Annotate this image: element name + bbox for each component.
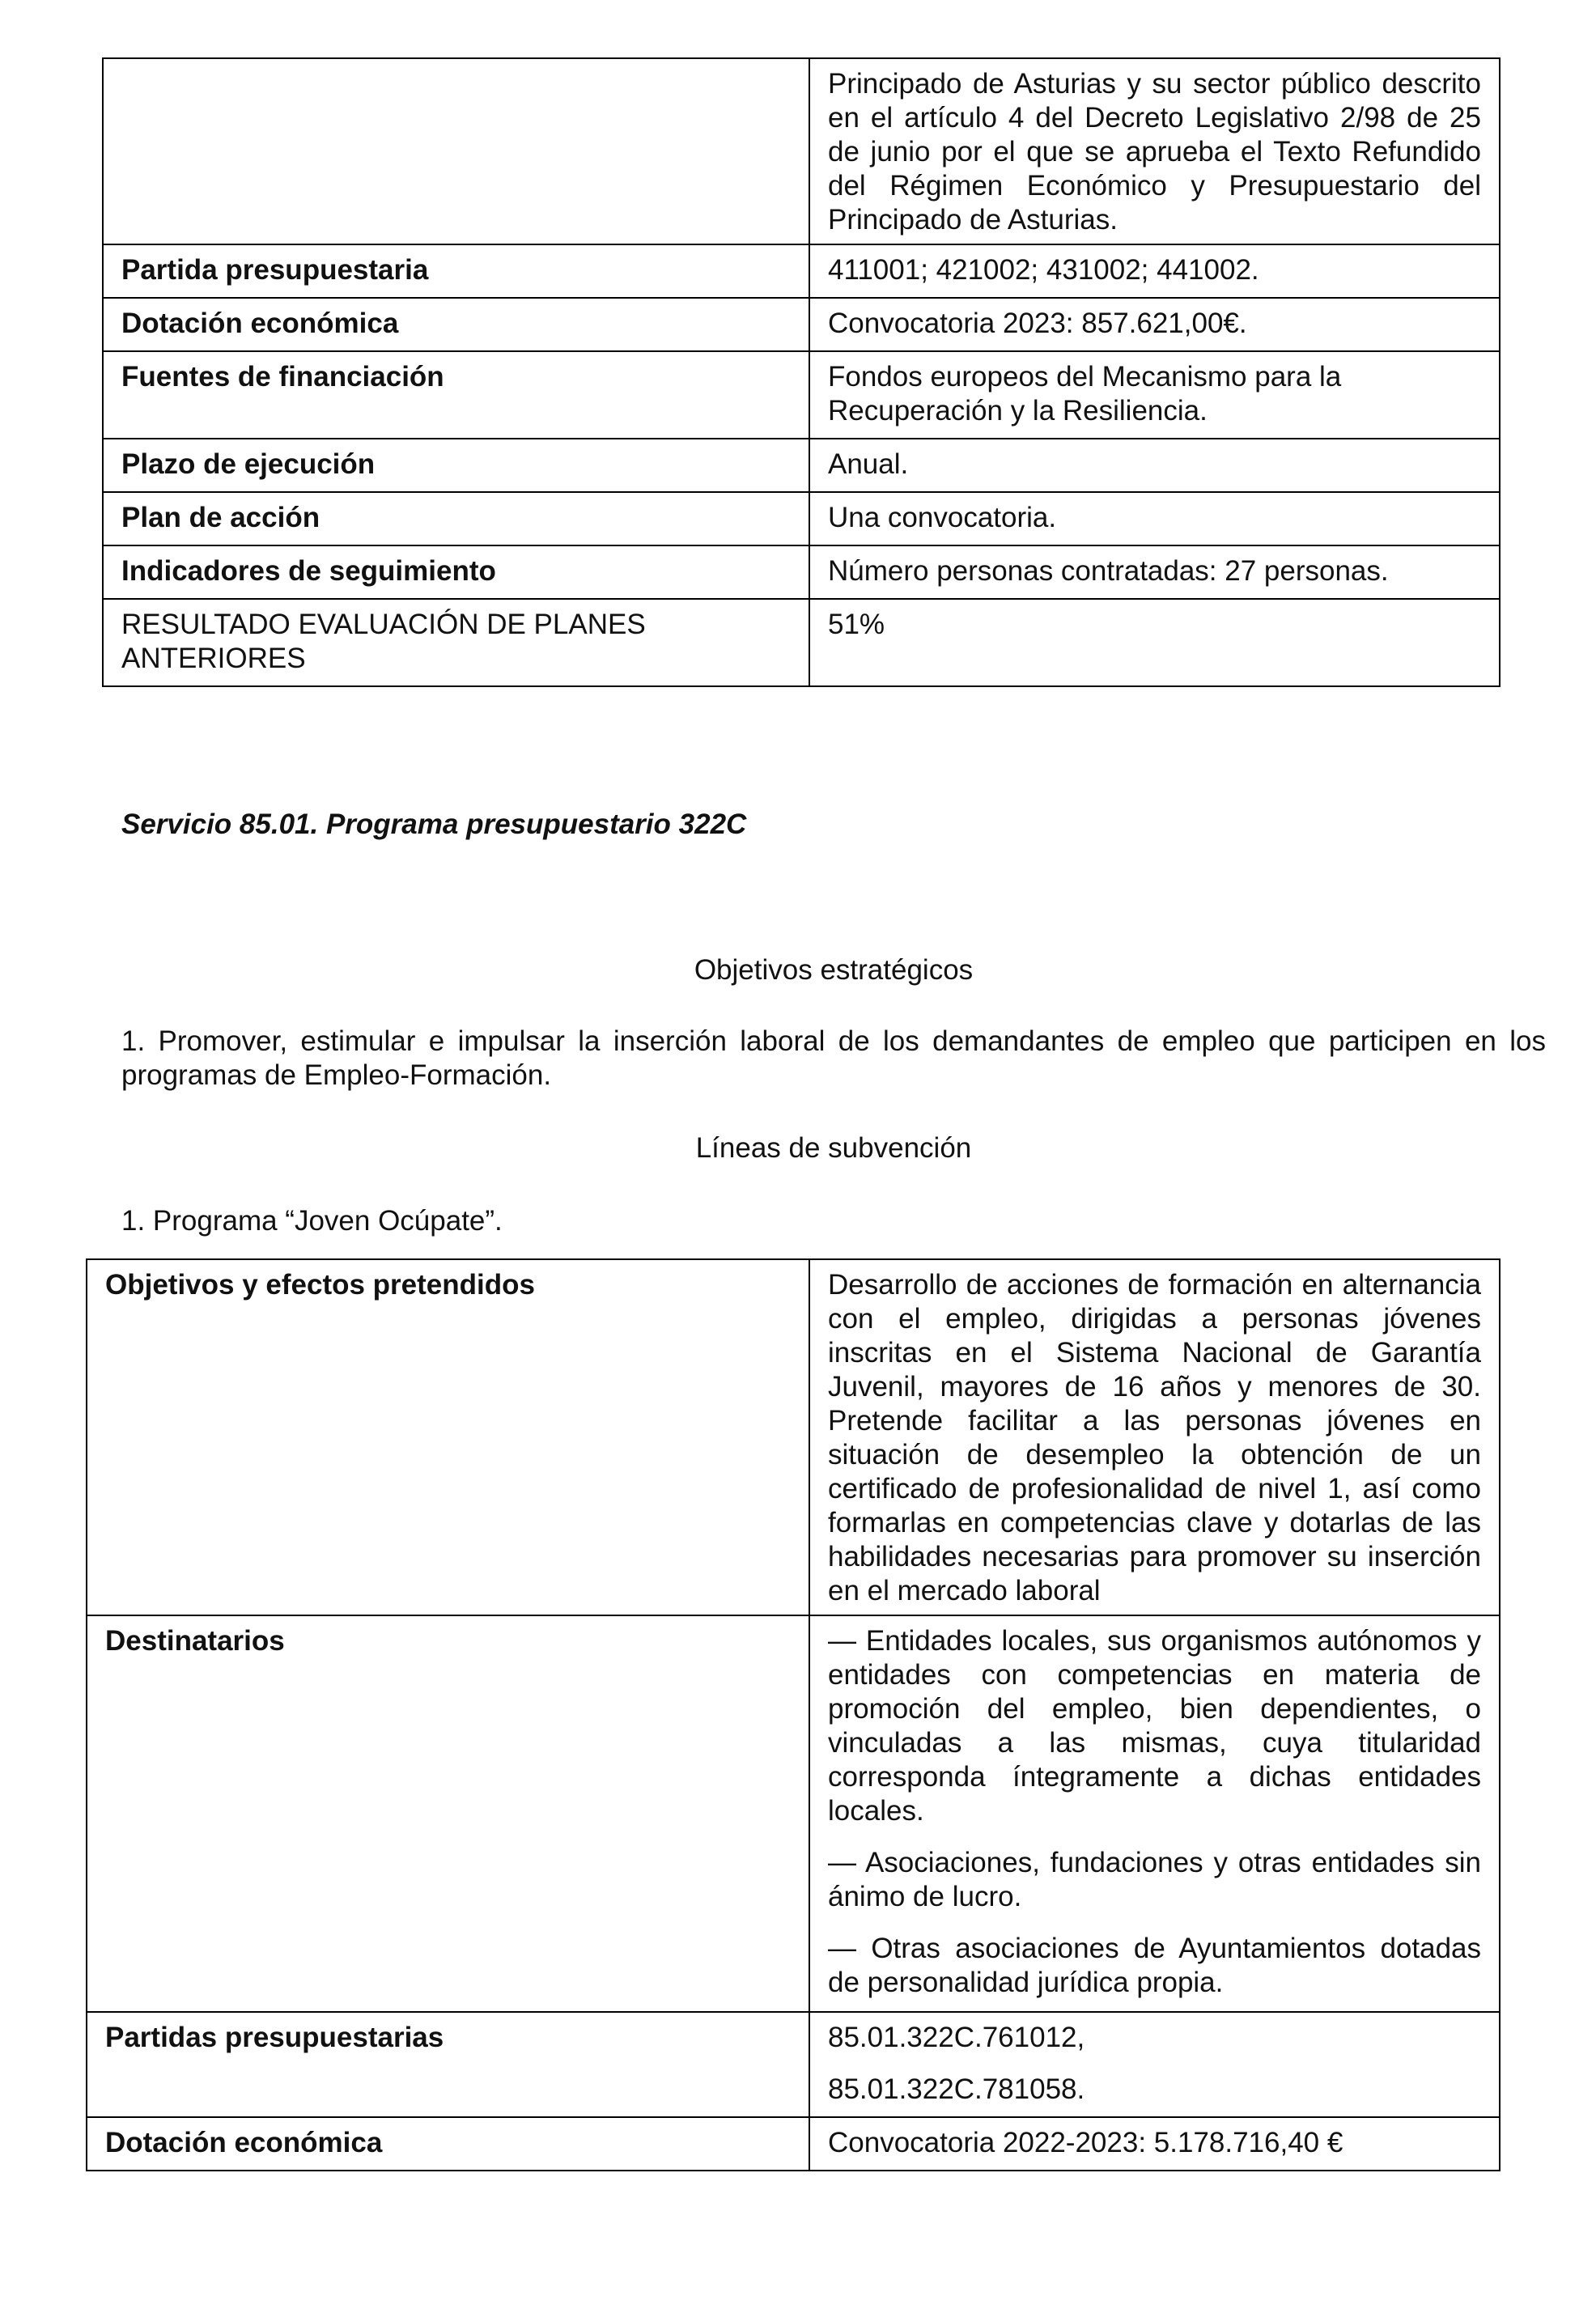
- section-heading: Servicio 85.01. Programa presupuestario 322C: [121, 808, 747, 840]
- label-cell: Dotación económica: [87, 2117, 809, 2171]
- label-cell: RESULTADO EVALUACIÓN DE PLANES ANTERIORES: [103, 599, 809, 686]
- value-cell: Convocatoria 2023: 857.621,00€.: [809, 298, 1500, 351]
- objective-item: 1. Promover, estimular e impulsar la inserción laboral de los demandantes de empleo que participen en los programas de Empleo-Formación.: [121, 1025, 1546, 1091]
- value-cell: Desarrollo de acciones de formación en alternancia con el empleo, dirigidas a personas jóvenes inscritas en el Sistema Nacional de Garantía Juvenil, mayores de 16 años y menores de 30. Pretende facilitar a las personas jóvenes en situación de desempleo la obtención de un certificado de profesionalidad de nivel 1, así como formarlas en competencias clave y dotarlas de las habilidades necesarias para promover su inserción en el mercado laboral: [809, 1259, 1500, 1615]
- value-cell: [809, 1615, 1500, 2012]
- lines-heading: Líneas de subvención: [695, 1132, 972, 1164]
- value-cell: 411001; 421002; 431002; 441002.: [809, 244, 1500, 298]
- table-row: [87, 2117, 1500, 2171]
- value-cell: Anual.: [809, 439, 1500, 492]
- recipient-item: — Entidades locales, sus organismos autónomos y entidades con competencias en materia de promoción del empleo, bien dependientes, o vinculadas a las mismas, cuya titularidad corresponda íntegramente a dichas entidades locales.: [828, 1625, 1481, 1827]
- table-row: [103, 351, 1500, 439]
- table-row: [87, 1615, 1500, 2012]
- subsidy-line-item: 1. Programa “Joven Ocúpate”.: [121, 1205, 503, 1237]
- table-row: [103, 599, 1500, 686]
- value-cell: Principado de Asturias y su sector público descrito en el artículo 4 del Decreto Legislativo 2/98 de 25 de junio por el que se aprueba el Texto Refundido del Régimen Económico y Presupuestario del Principado de Asturias.: [809, 58, 1500, 244]
- table-row: [87, 2012, 1500, 2117]
- label-cell-empty: [103, 58, 809, 244]
- program-details-table: [86, 1258, 1500, 2171]
- label-cell: Plazo de ejecución: [103, 439, 809, 492]
- budget-line-item: 85.01.322C.761012,: [828, 2022, 1085, 2053]
- budget-line-item: 85.01.322C.781058.: [828, 2073, 1085, 2105]
- value-cell: Número personas contratadas: 27 personas.: [809, 545, 1500, 599]
- label-cell: Fuentes de financiación: [103, 351, 809, 439]
- value-cell: Fondos europeos del Mecanismo para la Recuperación y la Resiliencia.: [809, 351, 1500, 439]
- value-cell: Una convocatoria.: [809, 492, 1500, 545]
- label-cell: Partida presupuestaria: [103, 244, 809, 298]
- label-cell: Objetivos y efectos pretendidos: [87, 1259, 809, 1615]
- table-row: [103, 58, 1500, 244]
- label-cell: Partidas presupuestarias: [87, 2012, 809, 2117]
- label-cell: Indicadores de seguimiento: [103, 545, 809, 599]
- recipient-item: — Asociaciones, fundaciones y otras entidades sin ánimo de lucro.: [828, 1847, 1481, 1912]
- recipient-item: — Otras asociaciones de Ayuntamientos dotadas de personalidad jurídica propia.: [828, 1933, 1481, 1998]
- objectives-heading: Objetivos estratégicos: [694, 954, 974, 986]
- table-row: [103, 439, 1500, 492]
- value-cell: [809, 2012, 1500, 2117]
- label-cell: Destinatarios: [87, 1615, 809, 2012]
- value-cell: Convocatoria 2022-2023: 5.178.716,40 €: [809, 2117, 1500, 2171]
- label-cell: Plan de acción: [103, 492, 809, 545]
- table-row: [103, 298, 1500, 351]
- budget-summary-table: [102, 57, 1500, 687]
- label-cell: Dotación económica: [103, 298, 809, 351]
- value-cell: 51%: [809, 599, 1500, 686]
- table-row: [87, 1259, 1500, 1615]
- table-row: [103, 492, 1500, 545]
- table-row: [103, 545, 1500, 599]
- table-row: [103, 244, 1500, 298]
